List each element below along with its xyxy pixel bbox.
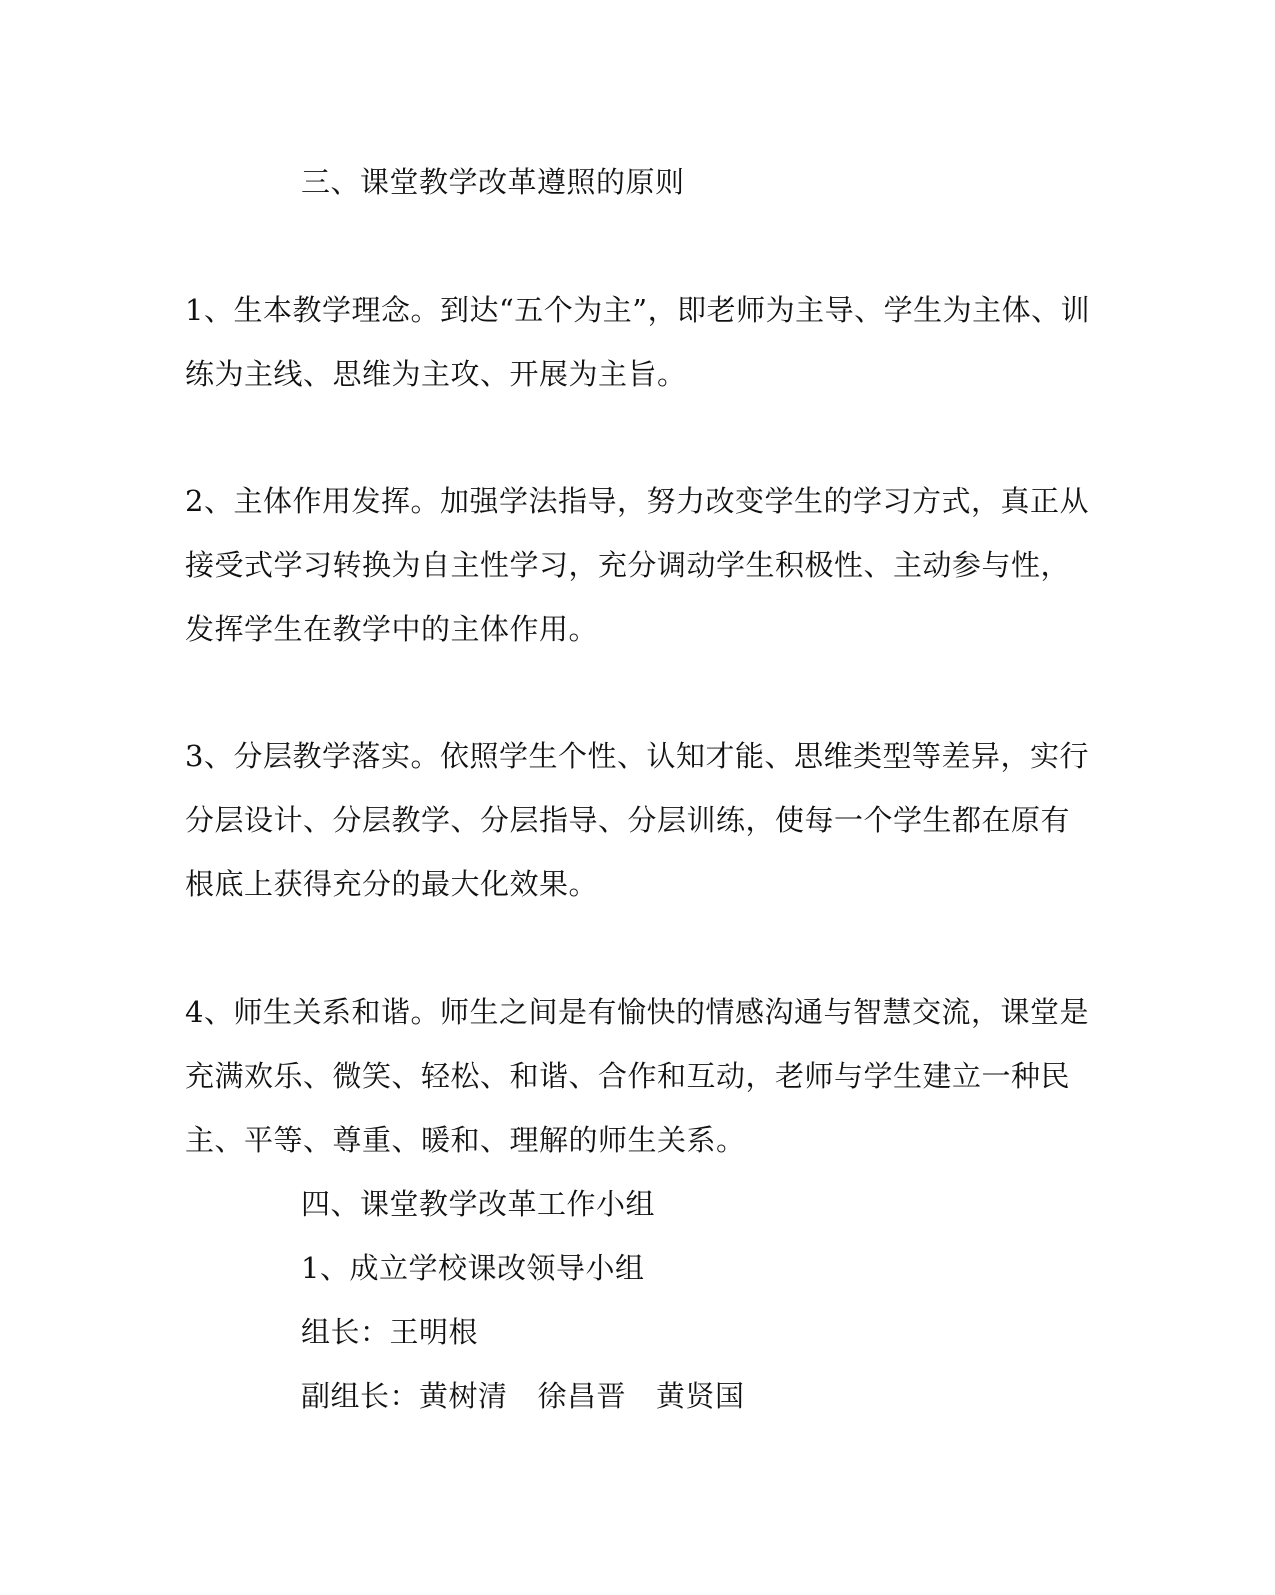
principle-2-line-3: 发挥学生在教学中的主体作用。 (185, 612, 599, 646)
principle-3-line-3: 根底上获得充分的最大化效果。 (185, 867, 599, 901)
subsection-1-heading: 1、成立学校课改领导小组 (301, 1251, 645, 1285)
deputy-leader-name: 黄树清 (419, 1379, 508, 1413)
section-3-heading: 三、课堂教学改革遵照的原则 (301, 165, 685, 199)
principle-1-line-1: 1、生本教学理念。到达“五个为主”，即老师为主导、学生为主体、训 (185, 293, 1091, 327)
group-leader-line (301, 1312, 478, 1352)
principle-1-line-2: 练为主线、思维为主攻、开展为主旨。 (185, 357, 687, 391)
principle-3-line-1: 3、分层教学落实。依照学生个性、认知才能、思维类型等差异，实行 (185, 739, 1089, 773)
principle-4-line-2: 充满欢乐、微笑、轻松、和谐、合作和互动，老师与学生建立一种民 (185, 1059, 1071, 1093)
group-leader-label: 组长： (301, 1315, 390, 1349)
group-leader-name: 王明根 (389, 1315, 479, 1349)
deputy-leaders-line (301, 1376, 745, 1416)
principle-4-line-3: 主、平等、尊重、暖和、理解的师生关系。 (185, 1123, 746, 1157)
section-4-heading: 四、课堂教学改革工作小组 (301, 1187, 656, 1221)
principle-2-line-2: 接受式学习转换为自主性学习，充分调动学生积极性、主动参与性， (185, 548, 1071, 582)
principle-3-line-2: 分层设计、分层教学、分层指导、分层训练，使每一个学生都在原有 (185, 803, 1071, 837)
principle-2-line-1: 2、主体作用发挥。加强学法指导，努力改变学生的学习方式，真正从 (185, 484, 1089, 518)
deputy-leader-label: 副组长： (301, 1379, 420, 1413)
deputy-leader-name: 徐昌晋 (537, 1379, 627, 1413)
principle-4-line-1: 4、师生关系和谐。师生之间是有愉快的情感沟通与智慧交流，课堂是 (185, 995, 1089, 1029)
deputy-leader-name: 黄贤国 (656, 1379, 745, 1413)
